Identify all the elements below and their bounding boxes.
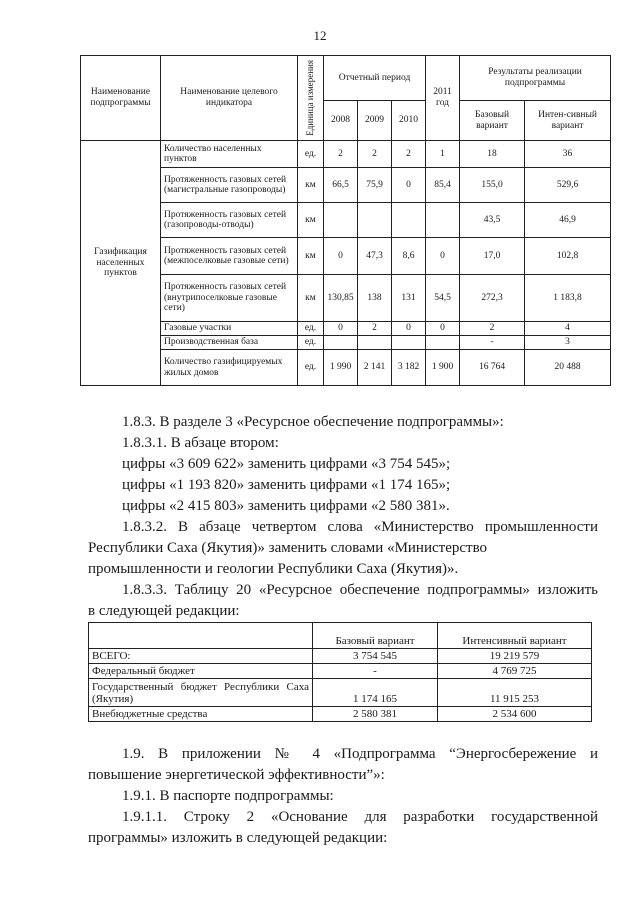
resource-table xyxy=(88,622,592,722)
value-cell: 36 xyxy=(525,141,611,168)
value-cell: 130,85 xyxy=(324,275,358,322)
value-cell: 19 219 579 xyxy=(438,649,592,664)
indicator-cell: Протяженность газовых сетей (внутрипоселковые газовые сети) xyxy=(161,275,298,322)
value-cell: 2 xyxy=(358,141,392,168)
value-cell: 1 174 165 xyxy=(313,679,438,707)
table-row xyxy=(89,707,592,722)
unit-cell: км xyxy=(298,203,324,238)
value-cell: 66,5 xyxy=(324,168,358,203)
value-cell: 3 182 xyxy=(392,350,426,386)
header-base: Базовый вариант xyxy=(460,101,525,141)
value-cell: 0 xyxy=(324,322,358,336)
value-cell: 272,3 xyxy=(460,275,525,322)
value-cell: 2 xyxy=(358,322,392,336)
paragraph: 1.9.1.1. Строку 2 «Основание для разработки государственной xyxy=(122,809,598,825)
unit-cell: км xyxy=(298,275,324,322)
unit-cell: ед. xyxy=(298,336,324,350)
indicator-cell: Протяженность газовых сетей (магистральные газопроводы) xyxy=(161,168,298,203)
value-cell: 18 xyxy=(460,141,525,168)
value-cell: 8,6 xyxy=(392,238,426,275)
page-number: 12 xyxy=(313,28,327,43)
paragraph: программы» изложить в следующей редакции: xyxy=(88,830,388,846)
value-cell: 155,0 xyxy=(460,168,525,203)
value-cell: 0 xyxy=(392,322,426,336)
value-cell: 529,6 xyxy=(525,168,611,203)
value-cell: 75,9 xyxy=(358,168,392,203)
paragraph: 1.8.3.3. Таблицу 20 «Ресурсное обеспечение подпрограммы» изложить xyxy=(122,582,598,598)
table-row xyxy=(81,238,611,275)
value-cell xyxy=(426,203,460,238)
unit-cell: ед. xyxy=(298,141,324,168)
paragraph: 1.8.3.2. В абзаце четвертом слова «Министерство промышленности Республики Саха (Якутия)» заменить словами «Министерство xyxy=(88,519,598,556)
label-cell: Государственный бюджет Республики Саха (Якутия) xyxy=(89,679,313,707)
value-cell xyxy=(426,336,460,350)
value-cell: 1 xyxy=(426,141,460,168)
value-cell: 2 xyxy=(392,141,426,168)
paragraph: 1.9. В приложении № 4 «Подпрограмма “Энергосбережение и xyxy=(122,746,598,762)
value-cell xyxy=(324,203,358,238)
value-cell: 47,3 xyxy=(358,238,392,275)
subprogram-name: Газификация населенных пунктов xyxy=(81,141,161,386)
paragraph: цифры «1 193 820» заменить цифрами «1 174 165»; xyxy=(122,477,451,493)
value-cell: 0 xyxy=(392,168,426,203)
indicator-cell: Количество населенных пунктов xyxy=(161,141,298,168)
paragraph: 1.8.3.1. В абзаце втором: xyxy=(122,435,279,451)
header-year: 2010 xyxy=(392,101,426,141)
table-row xyxy=(89,649,592,664)
value-cell xyxy=(392,336,426,350)
indicator-cell: Количество газифицируемых жилых домов xyxy=(161,350,298,386)
value-cell: 2 141 xyxy=(358,350,392,386)
paragraph: в следующей редакции: xyxy=(88,603,240,619)
indicator-cell: Протяженность газовых сетей (газопроводы-отводы) xyxy=(161,203,298,238)
value-cell: 0 xyxy=(426,238,460,275)
header-results: Результаты реализации подпрограммы xyxy=(460,56,611,101)
header-reporting-period: Отчетный период xyxy=(324,56,426,101)
value-cell: 1 900 xyxy=(426,350,460,386)
unit-cell: км xyxy=(298,168,324,203)
value-cell: - xyxy=(460,336,525,350)
indicator-cell: Протяженность газовых сетей (межпоселковые газовые сети) xyxy=(161,238,298,275)
value-cell: 131 xyxy=(392,275,426,322)
paragraph: 1.8.3. В разделе 3 «Ресурсное обеспечение подпрограммы»: xyxy=(122,414,504,430)
label-cell: Внебюджетные средства xyxy=(89,707,313,722)
header-intensive: Интен-сивный вариант xyxy=(525,101,611,141)
unit-cell: ед. xyxy=(298,322,324,336)
paragraph: цифры «3 609 622» заменить цифрами «3 754 545»; xyxy=(122,456,451,472)
paragraph: цифры «2 415 803» заменить цифрами «2 580 381». xyxy=(122,498,450,514)
header-base: Базовый вариант xyxy=(313,623,438,649)
value-cell: 138 xyxy=(358,275,392,322)
value-cell: 2 534 600 xyxy=(438,707,592,722)
indicator-cell: Газовые участки xyxy=(161,322,298,336)
table-row xyxy=(81,141,611,168)
value-cell: 1 183,8 xyxy=(525,275,611,322)
indicator-cell: Производственная база xyxy=(161,336,298,350)
header-subprogram: Наименование подпрограммы xyxy=(81,56,161,141)
header-indicator: Наименование целевого индикатора xyxy=(161,56,298,141)
value-cell: 4 xyxy=(525,322,611,336)
value-cell xyxy=(358,336,392,350)
table-row xyxy=(81,168,611,203)
table-row xyxy=(81,203,611,238)
value-cell: 46,9 xyxy=(525,203,611,238)
paragraph: 1.9.1. В паспорте подпрограммы: xyxy=(122,788,334,804)
value-cell: 4 769 725 xyxy=(438,664,592,679)
header-year-2011: 2011 год xyxy=(426,56,460,141)
paragraph: повышение энергетической эффективности”»: xyxy=(88,767,385,783)
header-unit: Единица измерения xyxy=(298,56,324,141)
value-cell: 17,0 xyxy=(460,238,525,275)
paragraph: промышленности и геологии Республики Саха (Якутия)». xyxy=(88,561,459,577)
value-cell: 3 754 545 xyxy=(313,649,438,664)
value-cell: 2 xyxy=(324,141,358,168)
header-empty xyxy=(89,623,313,649)
value-cell: - xyxy=(313,664,438,679)
value-cell: 2 xyxy=(460,322,525,336)
table-row xyxy=(81,275,611,322)
value-cell xyxy=(392,203,426,238)
value-cell xyxy=(324,336,358,350)
value-cell xyxy=(358,203,392,238)
value-cell: 85,4 xyxy=(426,168,460,203)
indicators-table xyxy=(80,55,611,386)
value-cell: 0 xyxy=(426,322,460,336)
header-intensive: Интенсивный вариант xyxy=(438,623,592,649)
table-row xyxy=(81,350,611,386)
value-cell: 1 990 xyxy=(324,350,358,386)
value-cell: 20 488 xyxy=(525,350,611,386)
unit-cell: км xyxy=(298,238,324,275)
value-cell: 43,5 xyxy=(460,203,525,238)
table-row xyxy=(81,322,611,336)
value-cell: 54,5 xyxy=(426,275,460,322)
value-cell: 2 580 381 xyxy=(313,707,438,722)
value-cell: 0 xyxy=(324,238,358,275)
label-cell: Федеральный бюджет xyxy=(89,664,313,679)
value-cell: 11 915 253 xyxy=(438,679,592,707)
table-row xyxy=(89,664,592,679)
header-year: 2008 xyxy=(324,101,358,141)
label-cell: ВСЕГО: xyxy=(89,649,313,664)
value-cell: 102,8 xyxy=(525,238,611,275)
value-cell: 16 764 xyxy=(460,350,525,386)
table-row xyxy=(81,336,611,350)
unit-cell: ед. xyxy=(298,350,324,386)
value-cell: 3 xyxy=(525,336,611,350)
table-row xyxy=(89,679,592,707)
header-year: 2009 xyxy=(358,101,392,141)
